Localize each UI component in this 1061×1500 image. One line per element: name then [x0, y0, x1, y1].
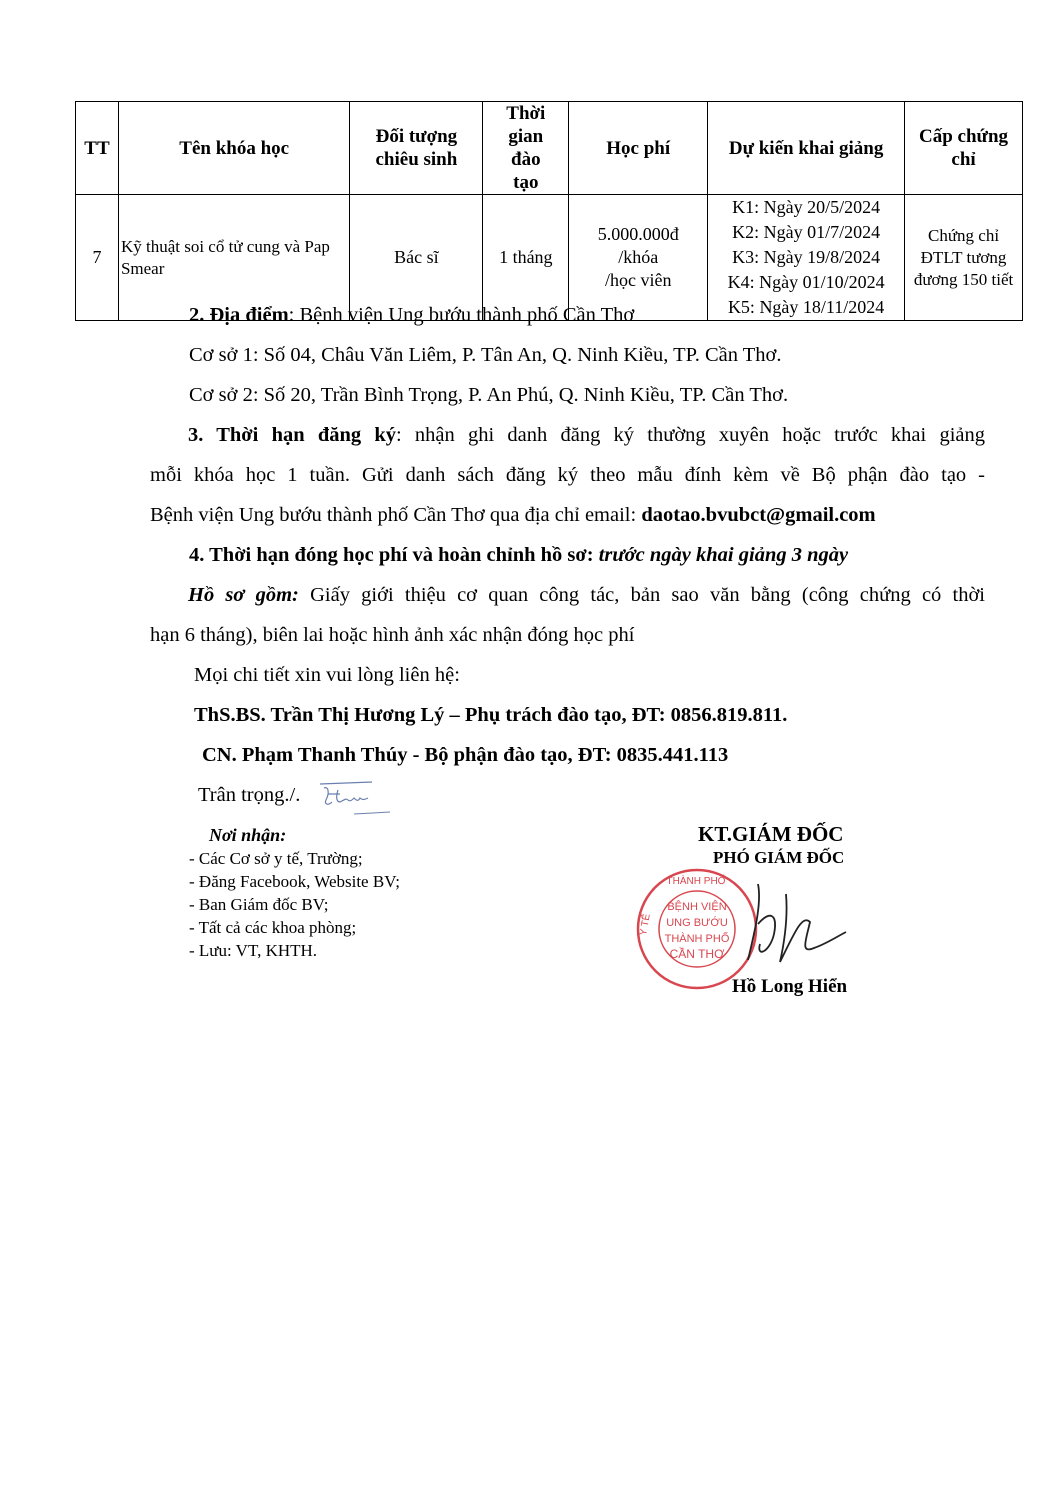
header-certificate: Cấp chứng chỉ [905, 102, 1023, 195]
signature-role: PHÓ GIÁM ĐỐC [713, 848, 845, 867]
header-course-name: Tên khóa học [118, 102, 350, 195]
location-line [189, 302, 634, 328]
contact-person-2: CN. Phạm Thanh Thúy - Bộ phận đào tạo, ĐT: 0835.441.113 [202, 744, 729, 766]
recipient-item: - Đăng Facebook, Website BV; [189, 872, 400, 891]
contact-person-1: ThS.BS. Trần Thị Hương Lý – Phụ trách đào tạo, ĐT: 0856.819.811. [194, 704, 788, 726]
documents-heading: Hồ sơ gồm: [188, 584, 299, 606]
recipients-block [189, 824, 400, 962]
fee-unit: /khóa [618, 247, 659, 267]
deadline-line-3 [150, 502, 876, 528]
header-fee: Học phí [569, 102, 708, 195]
stamp-top-text: THÀNH PHỐ [666, 876, 726, 887]
cell-audience: Bác sĩ [350, 195, 483, 321]
cell-tt: 7 [76, 195, 119, 321]
deadline-line-1 [150, 422, 985, 448]
schedule-item: K2: Ngày 01/7/2024 [732, 222, 881, 242]
documents-line-1 [150, 582, 985, 608]
recipient-item: - Các Cơ sở y tế, Trường; [189, 849, 363, 868]
location-heading: 2. Địa điểm [189, 304, 289, 326]
header-audience: Đối tượng chiêu sinh [350, 102, 483, 195]
schedule-item: K5: Ngày 18/11/2024 [727, 297, 885, 317]
signature-icon [740, 874, 850, 974]
stamp-line-3: THÀNH PHỐ [664, 933, 730, 945]
contact-intro: Mọi chi tiết xin vui lòng liên hệ: [194, 664, 460, 686]
deadline-line-2 [150, 462, 985, 488]
recipient-item: - Tất cả các khoa phòng; [189, 918, 357, 937]
cell-course-name: Kỹ thuật soi cổ tử cung và Pap Smear [118, 195, 350, 321]
site-1: Cơ sở 1: Số 04, Châu Văn Liêm, P. Tân An, Q. Ninh Kiều, TP. Cần Thơ. [189, 344, 782, 366]
cell-duration: 1 tháng [483, 195, 569, 321]
header-schedule: Dự kiến khai giảng [708, 102, 905, 195]
fee-per: /học viên [604, 270, 672, 290]
cell-certificate: Chứng chỉ ĐTLT tương đương 150 tiết [905, 195, 1023, 321]
fee-amount: 5.000.000đ [597, 224, 679, 244]
header-tt: TT [76, 102, 119, 195]
deadline-text-3: Bệnh viện Ung bướu thành phố Cần Thơ qua địa chỉ email: [150, 504, 642, 526]
deadline-heading: 3. Thời hạn đăng ký [188, 424, 397, 446]
payment-line [189, 542, 848, 568]
signature-kt: KT.GIÁM ĐỐC [698, 822, 844, 846]
cell-schedule [708, 195, 905, 321]
email-address: daotao.bvubct@gmail.com [641, 504, 876, 526]
stamp-line-2: UNG BƯỚU [666, 917, 728, 929]
recipient-item: - Lưu: VT, KHTH. [189, 941, 318, 960]
recipient-item: - Ban Giám đốc BV; [189, 895, 329, 914]
closing-text: Trân trọng./. [198, 784, 301, 806]
schedule-item: K4: Ngày 01/10/2024 [727, 272, 885, 292]
documents-text-1: Giấy giới thiệu cơ quan công tác, bản sao văn bằng (công chứng có thời [298, 584, 985, 606]
signer-name: Hồ Long Hiển [732, 976, 848, 997]
documents-line-2: hạn 6 tháng), biên lai hoặc hình ảnh xác nhận đóng học phí [150, 624, 635, 646]
table-header-row [76, 102, 1023, 195]
schedule-item: K3: Ngày 19/8/2024 [732, 247, 881, 267]
payment-heading: 4. Thời hạn đóng học phí và hoàn chỉnh hồ sơ: [189, 544, 599, 566]
payment-deadline: trước ngày khai giảng 3 ngày [598, 544, 849, 566]
deadline-text-1: : nhận ghi danh đăng ký thường xuyên hoặc trước khai giảng [396, 424, 985, 446]
stamp-line-1: BỆNH VIỆN [667, 901, 727, 913]
stamp-left-text: Y TẾ [638, 913, 653, 937]
stamp-line-4: CẦN THƠ [669, 947, 725, 961]
deadline-text-2: mỗi khóa học 1 tuần. Gửi danh sách đăng ký theo mẫu đính kèm về Bộ phận đào tạo - [150, 464, 985, 486]
header-duration: Thời gian đào tạo [483, 102, 569, 195]
schedule-item: K1: Ngày 20/5/2024 [732, 197, 881, 217]
course-table [75, 101, 1023, 321]
location-text: : Bệnh viện Ung bướu thành phố Cần Thơ [288, 304, 635, 326]
recipients-title: Nơi nhận: [209, 825, 287, 845]
initial-signature-icon [314, 776, 394, 820]
site-2: Cơ sở 2: Số 20, Trần Bình Trọng, P. An Phú, Q. Ninh Kiều, TP. Cần Thơ. [189, 384, 789, 406]
